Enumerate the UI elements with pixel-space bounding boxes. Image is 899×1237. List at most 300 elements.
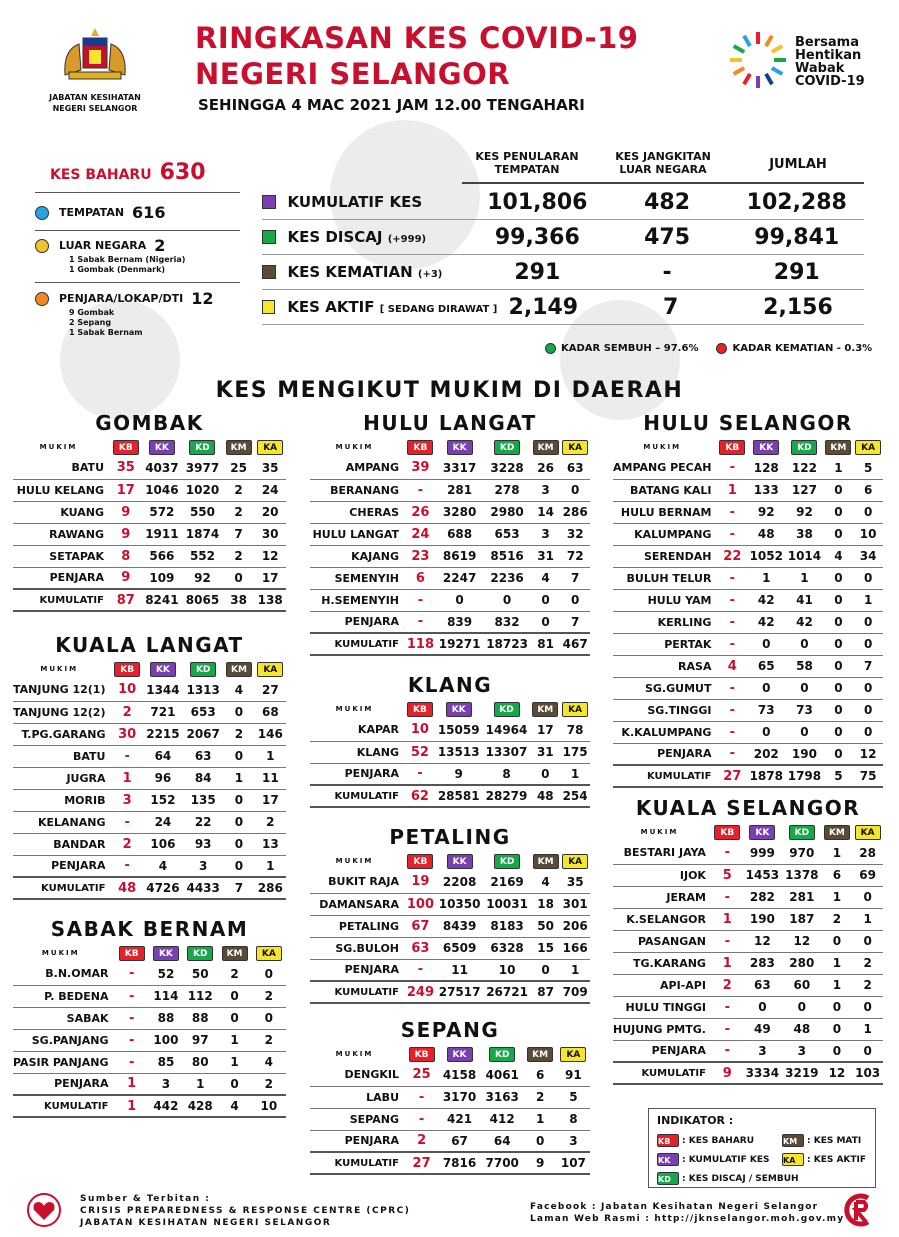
cell-kd: 3163: [481, 1086, 524, 1108]
col-header-line: KES JANGKITAN: [615, 150, 711, 163]
cell-kd: 80: [183, 1051, 217, 1073]
table-row: [310, 937, 590, 959]
cell-ka: 0: [853, 677, 883, 699]
penjara-detail: 1 Sabak Bernam: [69, 328, 143, 337]
total-row: [310, 981, 590, 1003]
km-badge: KM: [532, 702, 558, 717]
cell-km: 0: [217, 1007, 251, 1029]
footer-contact: [530, 1201, 844, 1225]
cell-km: 0: [223, 855, 254, 877]
header-km: [530, 699, 560, 719]
mukim-name: IJOK: [613, 864, 712, 886]
cell-ka: 1: [852, 1018, 883, 1040]
ka-badge: KA: [562, 440, 588, 455]
cell-kd: 3: [782, 1040, 821, 1062]
legend-kk-text: : KUMULATIF KES: [682, 1154, 770, 1165]
cell-km: 0: [822, 1018, 853, 1040]
cell-ka: 0: [852, 1040, 883, 1062]
mukim-name: BULUH TELUR: [613, 567, 717, 589]
district-kuala-langat: [13, 633, 286, 900]
cell-km: 1: [822, 974, 853, 996]
total-kd: 4433: [183, 877, 223, 899]
cell-kb: -: [111, 745, 142, 767]
cell-kk: 114: [149, 985, 183, 1007]
cell-ka: 11: [255, 767, 286, 789]
district-title: SABAK BERNAM: [50, 917, 249, 941]
cell-km: 4: [223, 679, 254, 701]
mukim-name: SG.TINGGI: [613, 699, 717, 721]
cell-kk: 85: [149, 1051, 183, 1073]
tempatan-value: 616: [132, 203, 166, 222]
penjara-label: PENJARA/LOKAP/DTI: [59, 292, 184, 305]
mukim-name: KERLING: [613, 611, 717, 633]
total-kk: 442: [149, 1095, 183, 1117]
penjara-detail: 9 Gombak: [69, 308, 115, 317]
cell-ka: 0: [853, 501, 883, 523]
cell-kd: 2067: [183, 723, 223, 745]
kpi-value-tempatan: 99,366: [494, 224, 580, 250]
kpi-row: [262, 185, 864, 220]
district-table: [613, 822, 883, 1085]
cell-ka: 286: [560, 501, 590, 523]
kb-badge: KB: [114, 662, 140, 677]
mukim-name: K.SELANGOR: [613, 908, 712, 930]
cell-ka: 17: [254, 567, 286, 589]
header-km: [223, 659, 254, 679]
total-ka: 107: [557, 1152, 590, 1174]
cell-kb: -: [717, 677, 747, 699]
mukim-name: HULU BERNAM: [613, 501, 717, 523]
cell-kk: 1453: [743, 864, 782, 886]
cell-kd: 832: [483, 611, 530, 633]
cell-ka: 1: [852, 908, 883, 930]
cell-kd: 127: [785, 479, 823, 501]
header-kk: [143, 659, 183, 679]
table-row: [310, 871, 590, 893]
cell-kb: -: [712, 886, 743, 908]
cell-ka: 0: [252, 963, 286, 985]
total-row: [13, 877, 286, 899]
total-km: 38: [223, 589, 255, 611]
header-kd: [785, 437, 823, 457]
table-row: [310, 1086, 590, 1108]
header-mukim: MUKIM: [335, 705, 374, 713]
cell-ka: 7: [560, 611, 590, 633]
mukim-name: SG.PANJANG: [13, 1029, 115, 1051]
campaign-sunburst-icon: [728, 30, 788, 90]
cell-km: 0: [824, 523, 854, 545]
cell-kb: 19: [405, 871, 436, 893]
mukim-name: KAJANG: [310, 545, 405, 567]
mukim-name: HULU TINGGI: [613, 996, 712, 1018]
cell-ka: 32: [560, 523, 590, 545]
header-kk: [142, 437, 183, 457]
cell-kk: 15059: [435, 719, 483, 741]
cell-kb: -: [712, 1018, 743, 1040]
cell-kb: -: [717, 523, 747, 545]
cell-kd: 278: [483, 479, 530, 501]
table-row: [13, 523, 286, 545]
cell-km: 1: [822, 842, 853, 864]
table-row: [13, 723, 286, 745]
mukim-name: HULU LANGAT: [310, 523, 405, 545]
table-row: [310, 545, 590, 567]
cell-km: 0: [824, 567, 854, 589]
orange-dot-icon: [35, 292, 49, 306]
kk-badge: KK: [153, 946, 179, 961]
cell-kk: 0: [747, 633, 785, 655]
new-cases: [50, 160, 206, 185]
district-petaling: [310, 825, 590, 1004]
cell-kd: 187: [782, 908, 821, 930]
cell-km: 2: [822, 908, 853, 930]
cell-kd: 13307: [483, 741, 531, 763]
kpi-label: [287, 298, 498, 316]
cell-ka: 0: [852, 996, 883, 1018]
cell-ka: 0: [853, 721, 883, 743]
cell-km: 0: [824, 655, 854, 677]
cell-kk: 73: [747, 699, 785, 721]
mukim-name: KLANG: [310, 741, 405, 763]
header-mukim: MUKIM: [643, 443, 682, 451]
ka-badge: KA: [562, 854, 588, 869]
total-row: [613, 1062, 883, 1084]
cell-kd: 550: [182, 501, 223, 523]
cell-kk: 281: [436, 479, 483, 501]
kd-badge: KD: [189, 440, 215, 455]
cell-kk: 92: [747, 501, 785, 523]
cell-kd: 3228: [483, 457, 530, 479]
table-row: [613, 908, 883, 930]
cell-km: 3: [531, 479, 561, 501]
cell-km: 0: [824, 589, 854, 611]
kk-badge: KK: [150, 662, 176, 677]
cell-ka: 17: [255, 789, 286, 811]
cell-ka: 4: [252, 1051, 286, 1073]
total-kb: 1: [115, 1095, 149, 1117]
ka-badge: KA: [562, 702, 588, 717]
kpi-label: [288, 193, 471, 211]
cell-km: 1: [524, 1108, 557, 1130]
cell-kk: 11: [436, 959, 483, 981]
total-label: KUMULATIF: [13, 589, 110, 611]
cell-kb: -: [717, 501, 747, 523]
table-row: [613, 952, 883, 974]
cell-kd: 84: [183, 767, 223, 789]
header-kk: [435, 699, 483, 719]
cell-km: 1: [217, 1051, 251, 1073]
mukim-name: API-API: [613, 974, 712, 996]
kpi-label: [288, 263, 471, 281]
cell-kk: 24: [143, 811, 183, 833]
col-header-tempatan: [462, 150, 592, 176]
district-kuala-selangor: [613, 796, 883, 1085]
total-ka: 467: [560, 633, 590, 655]
table-row: [310, 567, 590, 589]
district-title: KUALA SELANGOR: [635, 796, 861, 820]
cell-ka: 1: [560, 763, 590, 785]
ka-badge: KA: [560, 1047, 586, 1062]
penjara-detail: 2 Sepang: [69, 318, 112, 327]
cell-kb: 5: [712, 864, 743, 886]
cell-kk: 4: [143, 855, 183, 877]
mukim-name: BUKIT RAJA: [310, 871, 405, 893]
cell-kd: 42: [785, 611, 823, 633]
cell-kk: 572: [142, 501, 183, 523]
header-ka: [853, 437, 883, 457]
cell-kk: 9: [435, 763, 483, 785]
cell-kk: 0: [436, 589, 483, 611]
total-row: [310, 633, 590, 655]
mukim-name: LABU: [310, 1086, 405, 1108]
cell-km: 1: [223, 767, 254, 789]
cell-kk: 49: [743, 1018, 782, 1040]
cell-kd: 190: [785, 743, 823, 765]
cell-kb: 23: [405, 545, 436, 567]
mukim-name: JERAM: [613, 886, 712, 908]
header-kd: [483, 699, 531, 719]
cell-kb: -: [717, 699, 747, 721]
cell-kb: 25: [405, 1064, 438, 1086]
kpi-note: (+3): [417, 269, 443, 280]
legend-ka-text: : KES AKTIF: [807, 1154, 867, 1165]
total-ka: 286: [255, 877, 286, 899]
cell-kk: 190: [743, 908, 782, 930]
header-km: [824, 437, 854, 457]
luar-value: 2: [154, 236, 166, 255]
total-kk: 1878: [747, 765, 785, 787]
total-kb: 48: [111, 877, 142, 899]
kpi-header-rule: [462, 182, 864, 184]
table-row: [613, 457, 883, 479]
col-header-jumlah: JUMLAH: [769, 157, 827, 172]
mukim-name: PENJARA: [613, 743, 717, 765]
cell-kb: -: [717, 457, 747, 479]
cell-kk: 1911: [142, 523, 183, 545]
table-row: [613, 842, 883, 864]
footer-heart-icon: [22, 1192, 66, 1228]
cell-ka: 5: [853, 457, 883, 479]
district-hulu-langat: [310, 411, 590, 656]
cell-kb: 2: [111, 701, 142, 723]
cell-kk: 4037: [142, 457, 183, 479]
cell-kd: 1: [183, 1073, 217, 1095]
cell-km: 0: [822, 1040, 853, 1062]
cell-kd: 1020: [182, 479, 223, 501]
cell-km: 2: [217, 963, 251, 985]
mukim-name: P. BEDENA: [13, 985, 115, 1007]
total-kk: 28581: [435, 785, 483, 807]
cell-kd: 10031: [483, 893, 530, 915]
total-km: 81: [531, 633, 561, 655]
table-header: [613, 822, 883, 842]
cell-ka: 0: [560, 589, 590, 611]
cell-kb: 52: [405, 741, 435, 763]
table-row: [613, 677, 883, 699]
cell-km: 4: [824, 545, 854, 567]
cell-kd: 653: [183, 701, 223, 723]
header-kk: [438, 1044, 481, 1064]
penjara-value: 12: [191, 289, 214, 308]
cell-ka: 175: [560, 741, 590, 763]
table-row: [310, 741, 590, 763]
cell-ka: 8: [557, 1108, 590, 1130]
table-row: [13, 501, 286, 523]
cell-kb: 10: [111, 679, 142, 701]
header-mukim: MUKIM: [640, 828, 679, 836]
cell-kb: -: [111, 811, 142, 833]
total-label: KUMULATIF: [13, 877, 111, 899]
total-label: KUMULATIF: [310, 1152, 405, 1174]
table-header: [13, 943, 286, 963]
mukim-name: KALUMPANG: [613, 523, 717, 545]
total-km: 5: [824, 765, 854, 787]
mukim-name: BESTARI JAYA: [613, 842, 712, 864]
header-kd: [183, 943, 217, 963]
table-header: [310, 851, 590, 871]
mukim-name: B.N.OMAR: [13, 963, 115, 985]
cell-kb: 22: [717, 545, 747, 567]
table-row: [613, 633, 883, 655]
title-line1: RINGKASAN KES COVID-19: [195, 21, 639, 55]
cell-km: 1: [822, 952, 853, 974]
district-table: [13, 659, 286, 900]
cell-kd: 92: [182, 567, 223, 589]
summary-luar-negara: [35, 230, 240, 282]
table-row: [13, 833, 286, 855]
cell-kd: 122: [785, 457, 823, 479]
cell-km: 0: [217, 1073, 251, 1095]
mukim-name: KELANANG: [13, 811, 111, 833]
total-label: KUMULATIF: [310, 981, 405, 1003]
header-kb: [111, 659, 142, 679]
table-row: [613, 1018, 883, 1040]
cell-kd: 92: [785, 501, 823, 523]
cell-kk: 8439: [436, 915, 483, 937]
km-badge: KM: [533, 854, 559, 869]
cell-kk: 0: [747, 677, 785, 699]
cell-km: 4: [531, 567, 561, 589]
header-kd: [483, 851, 530, 871]
cell-ka: 78: [560, 719, 590, 741]
cell-km: 2: [223, 501, 255, 523]
header-mukim: MUKIM: [335, 1050, 374, 1058]
cell-kb: 1: [712, 952, 743, 974]
header-ka: [560, 699, 590, 719]
cell-kk: 566: [142, 545, 183, 567]
cell-kk: 100: [149, 1029, 183, 1051]
cell-kd: 281: [782, 886, 821, 908]
total-km: 4: [217, 1095, 251, 1117]
cell-kk: 12: [743, 930, 782, 952]
table-row: [310, 523, 590, 545]
header-kb: [405, 437, 436, 457]
total-km: 12: [822, 1062, 853, 1084]
total-kk: 8241: [142, 589, 183, 611]
cell-kb: -: [115, 963, 149, 985]
table-row: [613, 886, 883, 908]
cell-ka: 5: [557, 1086, 590, 1108]
table-header: [310, 699, 590, 719]
kpi-value-luar: -: [662, 259, 672, 285]
cell-ka: 146: [255, 723, 286, 745]
cell-ka: 3: [557, 1130, 590, 1152]
total-kk: 7816: [438, 1152, 481, 1174]
total-label: KUMULATIF: [613, 765, 717, 787]
blue-dot-icon: [35, 206, 49, 220]
cell-kk: 283: [743, 952, 782, 974]
cell-km: 6: [524, 1064, 557, 1086]
luar-detail: 1 Gombak (Denmark): [69, 265, 166, 274]
cell-km: 0: [223, 833, 254, 855]
footer-line: JABATAN KESIHATAN NEGERI SELANGOR: [80, 1218, 332, 1228]
table-row: [310, 457, 590, 479]
cell-kd: 60: [782, 974, 821, 996]
cell-kk: 4158: [438, 1064, 481, 1086]
cell-ka: 34: [853, 545, 883, 567]
footer-line: Sumber & Terbitan :: [80, 1194, 211, 1204]
kpi-value-jumlah: 291: [773, 259, 820, 285]
district-title: GOMBAK: [95, 411, 204, 435]
cell-km: 0: [223, 789, 254, 811]
cell-km: 2: [223, 545, 255, 567]
cell-kd: 0: [785, 721, 823, 743]
cell-kb: -: [115, 1051, 149, 1073]
kk-badge: KK: [446, 702, 472, 717]
district-table: [310, 437, 590, 656]
table-row: [310, 719, 590, 741]
cell-kb: -: [111, 855, 142, 877]
cell-kb: 8: [110, 545, 142, 567]
cell-kb: -: [712, 996, 743, 1018]
cell-ka: 24: [254, 479, 286, 501]
total-kb: 9: [712, 1062, 743, 1084]
death-rate: [716, 343, 872, 354]
cell-km: 0: [223, 811, 254, 833]
cell-km: 0: [531, 611, 561, 633]
cell-kb: -: [405, 959, 436, 981]
header-kb: [115, 943, 149, 963]
cell-km: 0: [824, 501, 854, 523]
table-row: [310, 501, 590, 523]
cell-kb: 2: [712, 974, 743, 996]
cell-kd: 3977: [182, 457, 223, 479]
header-kk: [436, 851, 483, 871]
table-row: [310, 1108, 590, 1130]
mukim-name: BATANG KALI: [613, 479, 717, 501]
kpi-square-icon: [262, 300, 275, 314]
cell-kd: 8: [483, 763, 531, 785]
cell-ka: 0: [853, 633, 883, 655]
death-rate-text: KADAR KEMATIAN - 0.3%: [732, 343, 873, 354]
header-kk: [149, 943, 183, 963]
cell-kd: 412: [481, 1108, 524, 1130]
cell-kb: -: [405, 763, 435, 785]
mukim-name: BANDAR: [13, 833, 111, 855]
mukim-name: JUGRA: [13, 767, 111, 789]
mukim-name: PENJARA: [13, 567, 110, 589]
total-kb: 249: [405, 981, 436, 1003]
cell-kk: 96: [143, 767, 183, 789]
legend-kk-badge: KK: [657, 1153, 679, 1166]
cell-kk: 8619: [436, 545, 483, 567]
table-row: [613, 479, 883, 501]
cell-kd: 12: [782, 930, 821, 952]
km-badge: KM: [527, 1047, 553, 1062]
mukim-name: PETALING: [310, 915, 405, 937]
total-row: [613, 765, 883, 787]
district-title: SEPANG: [400, 1018, 500, 1042]
